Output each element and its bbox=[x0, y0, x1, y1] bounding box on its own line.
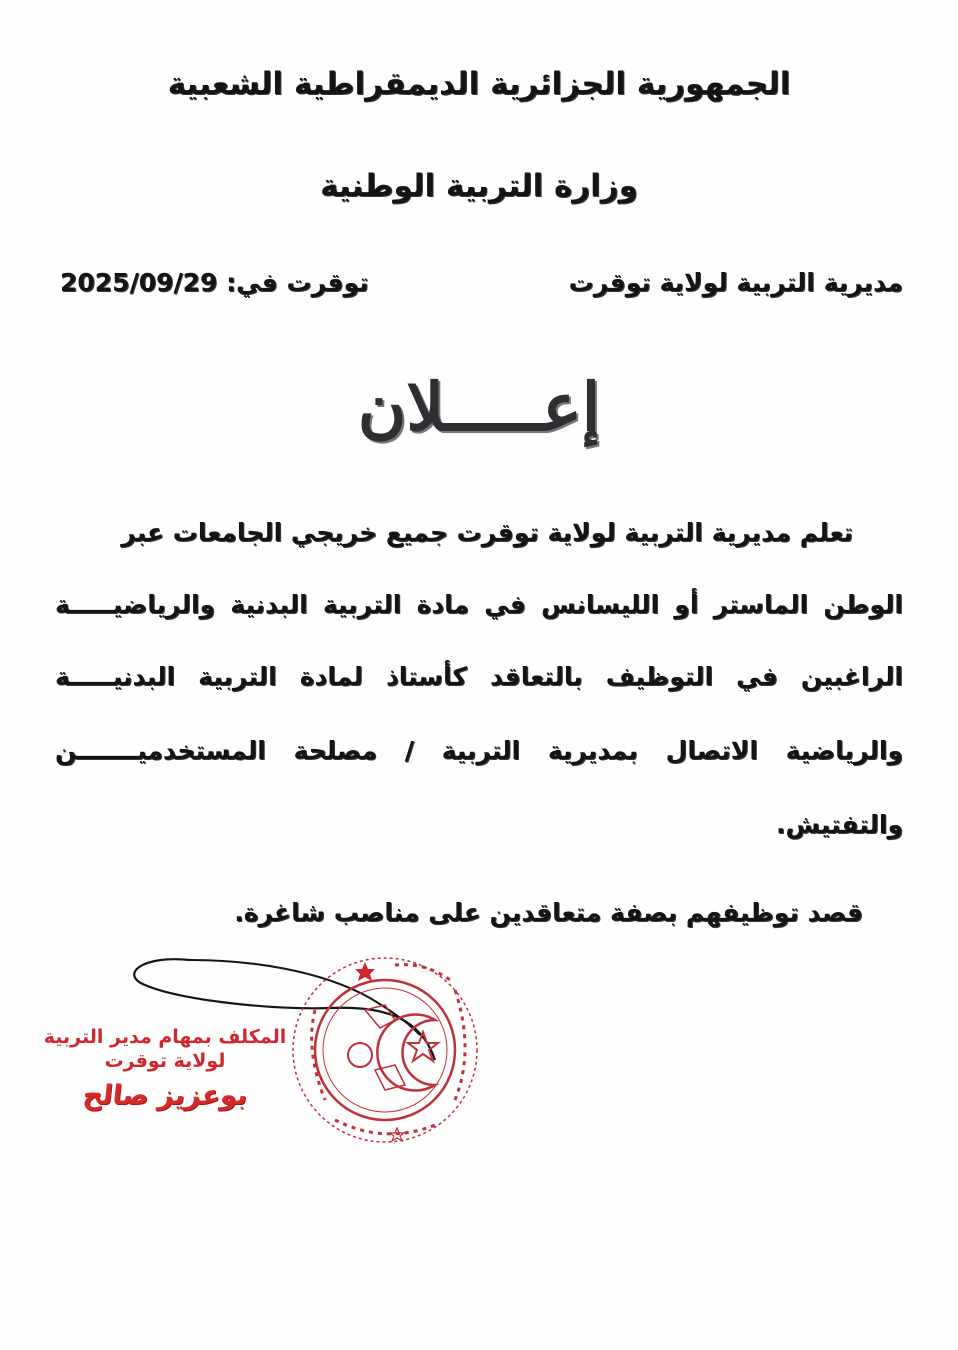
stamp-star-top-icon bbox=[355, 962, 375, 981]
official-stamp bbox=[285, 950, 485, 1150]
heading-text: إعـــــلان bbox=[357, 368, 601, 446]
date-value: 2025/09/29 bbox=[60, 268, 218, 297]
star-icon bbox=[408, 1032, 438, 1061]
signatory-wilaya: لولاية توقرت bbox=[104, 1050, 226, 1072]
signatory-title: المكلف بمهام مدير التربية bbox=[43, 1026, 287, 1048]
signatory-name: بوعزيز صالح bbox=[81, 1080, 249, 1111]
sun-icon bbox=[348, 1043, 372, 1067]
stamp-lettering bbox=[312, 965, 465, 1134]
body-line-3: الراغبين في التوظيف بالتعاقد كأستاذ لمادة التربية البدنيـــــة bbox=[55, 662, 903, 691]
directorate-label: مديرية التربية لولاية توقرت bbox=[568, 268, 903, 297]
ministry-title: وزارة التربية الوطنية bbox=[320, 168, 638, 204]
body-line-1: تعلم مديرية التربية لولاية توقرت جميع خريجي الجامعات عبر bbox=[121, 518, 853, 547]
body-line-5: والتفتيش. bbox=[776, 810, 903, 839]
place-label: توقرت في: bbox=[226, 268, 369, 297]
signature-block bbox=[30, 1025, 300, 1113]
crescent-icon bbox=[377, 1015, 435, 1091]
announcement-heading bbox=[0, 368, 958, 446]
body-line-4: والرياضية الاتصال بمديرية التربية / مصلحة المستخدميـــــــن bbox=[55, 736, 903, 765]
stamp-inner-ring bbox=[315, 980, 455, 1120]
place-date bbox=[60, 268, 369, 297]
stamp-outer-ring bbox=[293, 958, 477, 1142]
body-line-6: قصد توظيفهم بصفة متعاقدين على مناصب شاغرة. bbox=[234, 898, 863, 927]
republic-title: الجمهورية الجزائرية الديمقراطية الشعبية bbox=[167, 66, 791, 102]
body-line-2: الوطن الماستر أو الليسانس في مادة التربية البدنية والرياضيـــــة bbox=[55, 590, 903, 619]
